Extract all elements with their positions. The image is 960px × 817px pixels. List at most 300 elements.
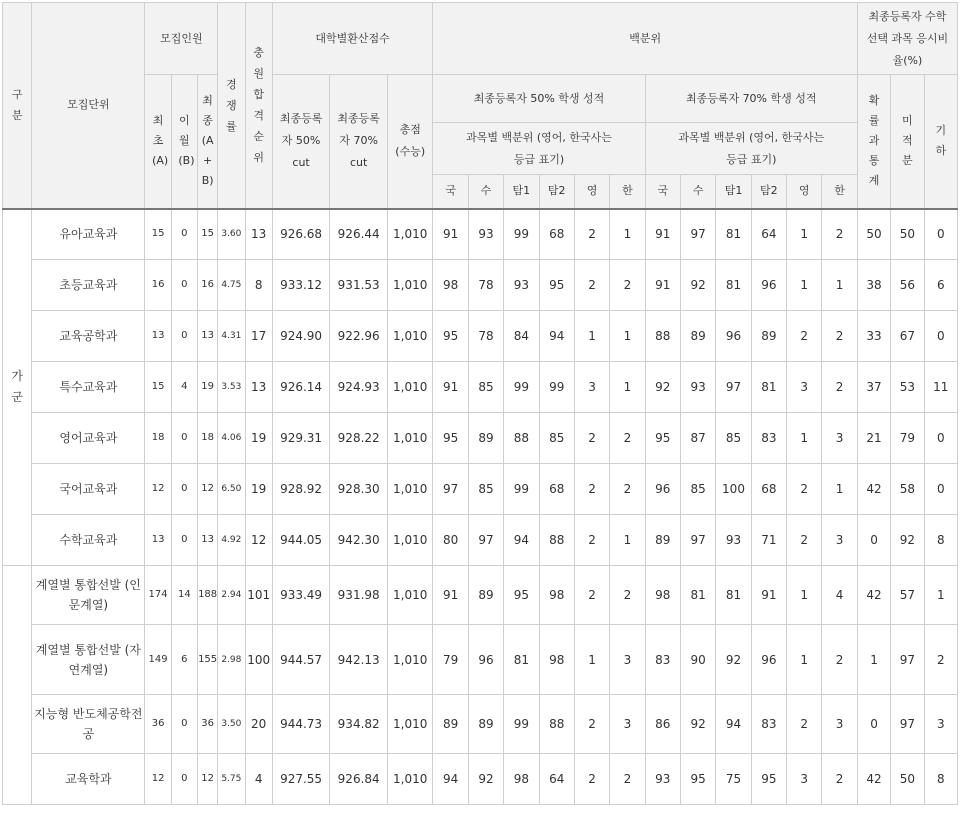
quota-initial: 36 (145, 695, 171, 754)
table-row (3, 464, 958, 515)
math-probability-ratio: 21 (857, 413, 890, 464)
p70-inquiry2: 71 (751, 515, 786, 566)
total-score: 1,010 (387, 209, 432, 260)
p50-history: 1 (610, 209, 645, 260)
p50-history: 1 (610, 311, 645, 362)
math-probability-ratio: 37 (857, 362, 890, 413)
p70-history: 2 (822, 209, 857, 260)
p70-english: 1 (787, 625, 822, 695)
math-probability-ratio: 38 (857, 260, 890, 311)
total-score: 1,010 (387, 260, 432, 311)
p50-inquiry2: 88 (539, 515, 574, 566)
p50-history: 1 (610, 362, 645, 413)
header-p50-subject-note: 과목별 백분위 (영어, 한국사는 등급 표기) (433, 123, 645, 175)
p50-english: 2 (574, 695, 609, 754)
header-math-calculus: 미적분 (891, 75, 924, 209)
p50-inquiry1: 99 (504, 209, 539, 260)
p70-korean: 92 (645, 362, 680, 413)
p50-english: 2 (574, 566, 609, 625)
p70-english: 3 (787, 362, 822, 413)
cut70-score: 926.84 (330, 754, 388, 805)
p70-math: 97 (680, 515, 715, 566)
quota-initial: 12 (145, 464, 171, 515)
total-score: 1,010 (387, 362, 432, 413)
quota-carryover: 0 (171, 311, 197, 362)
header-math-probability: 확률과통계 (857, 75, 890, 209)
total-score: 1,010 (387, 566, 432, 625)
competition-rate: 5.75 (218, 754, 245, 805)
p50-inquiry2: 98 (539, 625, 574, 695)
p50-inquiry1: 94 (504, 515, 539, 566)
p50-inquiry2: 88 (539, 695, 574, 754)
math-geometry-ratio: 11 (924, 362, 957, 413)
p50-english: 2 (574, 209, 609, 260)
math-calculus-ratio: 56 (891, 260, 924, 311)
math-geometry-ratio: 0 (924, 209, 957, 260)
quota-initial: 13 (145, 311, 171, 362)
table-row (3, 311, 958, 362)
p70-history: 2 (822, 625, 857, 695)
p50-inquiry1: 99 (504, 362, 539, 413)
cut70-score: 928.30 (330, 464, 388, 515)
p70-korean: 91 (645, 260, 680, 311)
p70-history: 1 (822, 464, 857, 515)
p50-english: 1 (574, 625, 609, 695)
math-geometry-ratio: 8 (924, 515, 957, 566)
p70-inquiry1: 93 (716, 515, 751, 566)
quota-final: 15 (198, 209, 218, 260)
cut70-score: 942.30 (330, 515, 388, 566)
header-unit: 모집단위 (32, 3, 145, 209)
quota-final: 188 (198, 566, 218, 625)
cut50-score: 924.90 (272, 311, 330, 362)
p50-korean: 91 (433, 566, 468, 625)
p70-inquiry1: 97 (716, 362, 751, 413)
math-geometry-ratio: 8 (924, 754, 957, 805)
quota-carryover: 0 (171, 695, 197, 754)
header-quota-initial: 최초(A) (145, 75, 171, 209)
p50-inquiry2: 95 (539, 260, 574, 311)
quota-final: 13 (198, 515, 218, 566)
p70-inquiry2: 91 (751, 566, 786, 625)
quota-final: 18 (198, 413, 218, 464)
header-cut50: 최종등록자 50% cut (272, 75, 330, 209)
math-calculus-ratio: 79 (891, 413, 924, 464)
unit-name: 초등교육과 (32, 260, 145, 311)
math-calculus-ratio: 50 (891, 754, 924, 805)
competition-rate: 4.06 (218, 413, 245, 464)
table-row (3, 413, 958, 464)
quota-initial: 16 (145, 260, 171, 311)
unit-name: 계열별 통합선발 (자연계열) (32, 625, 145, 695)
p70-history: 3 (822, 515, 857, 566)
p70-inquiry2: 96 (751, 625, 786, 695)
p70-english: 2 (787, 464, 822, 515)
total-score: 1,010 (387, 515, 432, 566)
extra-rank: 13 (245, 362, 272, 413)
p50-history: 2 (610, 464, 645, 515)
p70-inquiry2: 64 (751, 209, 786, 260)
unit-name: 교육공학과 (32, 311, 145, 362)
p70-inquiry2: 83 (751, 413, 786, 464)
p70-math: 85 (680, 464, 715, 515)
p50-korean: 79 (433, 625, 468, 695)
header-p50-title: 최종등록자 50% 학생 성적 (433, 75, 645, 123)
total-score: 1,010 (387, 311, 432, 362)
extra-rank: 8 (245, 260, 272, 311)
cut70-score: 934.82 (330, 695, 388, 754)
p50-math: 92 (468, 754, 503, 805)
total-score: 1,010 (387, 625, 432, 695)
math-geometry-ratio: 2 (924, 625, 957, 695)
math-geometry-ratio: 0 (924, 413, 957, 464)
math-calculus-ratio: 53 (891, 362, 924, 413)
p70-inquiry2: 95 (751, 754, 786, 805)
cut70-score: 942.13 (330, 625, 388, 695)
p70-math: 87 (680, 413, 715, 464)
p50-english: 2 (574, 260, 609, 311)
p70-history: 3 (822, 413, 857, 464)
p50-history: 2 (610, 260, 645, 311)
p50-math: 78 (468, 311, 503, 362)
cut50-score: 933.49 (272, 566, 330, 625)
header-p70-inquiry1: 탐1 (716, 175, 751, 209)
p70-english: 3 (787, 754, 822, 805)
cut70-score: 922.96 (330, 311, 388, 362)
p50-math: 96 (468, 625, 503, 695)
extra-rank: 17 (245, 311, 272, 362)
header-p70-subject-note: 과목별 백분위 (영어, 한국사는 등급 표기) (645, 123, 857, 175)
header-p70-math: 수 (680, 175, 715, 209)
header-p50-history: 한 (610, 175, 645, 209)
header-p50-inquiry2: 탐2 (539, 175, 574, 209)
competition-rate: 2.98 (218, 625, 245, 695)
table-row (3, 566, 958, 625)
quota-final: 13 (198, 311, 218, 362)
p50-inquiry2: 99 (539, 362, 574, 413)
header-competition: 경쟁률 (218, 3, 245, 209)
header-p50-math: 수 (468, 175, 503, 209)
total-score: 1,010 (387, 464, 432, 515)
p70-math: 92 (680, 695, 715, 754)
table-row (3, 754, 958, 805)
unit-name: 유아교육과 (32, 209, 145, 260)
quota-carryover: 0 (171, 260, 197, 311)
p50-history: 2 (610, 566, 645, 625)
unit-name: 수학교육과 (32, 515, 145, 566)
math-probability-ratio: 1 (857, 625, 890, 695)
p70-korean: 95 (645, 413, 680, 464)
total-score: 1,010 (387, 413, 432, 464)
p50-korean: 91 (433, 209, 468, 260)
header-quota-carryover: 이월(B) (171, 75, 197, 209)
cut70-score: 926.44 (330, 209, 388, 260)
p50-korean: 95 (433, 311, 468, 362)
cut50-score: 944.57 (272, 625, 330, 695)
quota-initial: 15 (145, 362, 171, 413)
table-body (3, 209, 958, 805)
header-p70-english: 영 (787, 175, 822, 209)
quota-initial: 15 (145, 209, 171, 260)
p70-math: 97 (680, 209, 715, 260)
p50-korean: 97 (433, 464, 468, 515)
extra-rank: 13 (245, 209, 272, 260)
header-quota: 모집인원 (145, 3, 218, 75)
total-score: 1,010 (387, 695, 432, 754)
p50-inquiry1: 95 (504, 566, 539, 625)
math-probability-ratio: 42 (857, 754, 890, 805)
math-geometry-ratio: 0 (924, 464, 957, 515)
competition-rate: 4.75 (218, 260, 245, 311)
math-calculus-ratio: 67 (891, 311, 924, 362)
cut50-score: 929.31 (272, 413, 330, 464)
group-label (3, 566, 32, 805)
p50-inquiry1: 81 (504, 625, 539, 695)
p70-history: 2 (822, 754, 857, 805)
p50-history: 2 (610, 413, 645, 464)
cut70-score: 928.22 (330, 413, 388, 464)
cut50-score: 928.92 (272, 464, 330, 515)
p50-math: 89 (468, 566, 503, 625)
cut50-score: 926.14 (272, 362, 330, 413)
math-geometry-ratio: 3 (924, 695, 957, 754)
unit-name: 영어교육과 (32, 413, 145, 464)
quota-final: 19 (198, 362, 218, 413)
competition-rate: 2.94 (218, 566, 245, 625)
header-gubun: 구분 (3, 3, 32, 209)
math-probability-ratio: 33 (857, 311, 890, 362)
p50-history: 3 (610, 695, 645, 754)
quota-final: 36 (198, 695, 218, 754)
p50-english: 2 (574, 515, 609, 566)
p70-korean: 93 (645, 754, 680, 805)
table-row (3, 515, 958, 566)
p50-math: 78 (468, 260, 503, 311)
p50-inquiry1: 99 (504, 464, 539, 515)
unit-name: 지능형 반도체공학전공 (32, 695, 145, 754)
p50-math: 85 (468, 362, 503, 413)
header-p70-title: 최종등록자 70% 학생 성적 (645, 75, 857, 123)
header-total: 총점(수능) (387, 75, 432, 209)
total-score: 1,010 (387, 754, 432, 805)
p50-korean: 91 (433, 362, 468, 413)
p50-korean: 80 (433, 515, 468, 566)
header-cut70: 최종등록자 70% cut (330, 75, 388, 209)
p70-history: 3 (822, 695, 857, 754)
p70-english: 2 (787, 515, 822, 566)
p50-inquiry2: 98 (539, 566, 574, 625)
header-p50-english: 영 (574, 175, 609, 209)
quota-initial: 18 (145, 413, 171, 464)
p70-english: 2 (787, 311, 822, 362)
quota-final: 12 (198, 464, 218, 515)
extra-rank: 101 (245, 566, 272, 625)
quota-initial: 174 (145, 566, 171, 625)
p50-math: 85 (468, 464, 503, 515)
p70-korean: 88 (645, 311, 680, 362)
p70-inquiry1: 94 (716, 695, 751, 754)
cut70-score: 931.53 (330, 260, 388, 311)
p70-math: 89 (680, 311, 715, 362)
header-math-ratio: 최종등록자 수학 선택 과목 응시비율(%) (857, 3, 957, 75)
quota-carryover: 0 (171, 413, 197, 464)
p50-korean: 94 (433, 754, 468, 805)
p50-inquiry1: 98 (504, 754, 539, 805)
header-converted-score: 대학별환산점수 (272, 3, 433, 75)
p70-inquiry2: 81 (751, 362, 786, 413)
p50-korean: 98 (433, 260, 468, 311)
p70-math: 81 (680, 566, 715, 625)
p50-math: 93 (468, 209, 503, 260)
p50-inquiry2: 64 (539, 754, 574, 805)
p50-inquiry1: 99 (504, 695, 539, 754)
extra-rank: 4 (245, 754, 272, 805)
competition-rate: 3.60 (218, 209, 245, 260)
quota-initial: 12 (145, 754, 171, 805)
math-calculus-ratio: 57 (891, 566, 924, 625)
p50-inquiry2: 68 (539, 464, 574, 515)
competition-rate: 3.50 (218, 695, 245, 754)
math-calculus-ratio: 50 (891, 209, 924, 260)
table-row (3, 209, 958, 260)
cut50-score: 926.68 (272, 209, 330, 260)
p70-inquiry1: 85 (716, 413, 751, 464)
header-p50-inquiry1: 탐1 (504, 175, 539, 209)
extra-rank: 19 (245, 413, 272, 464)
cut70-score: 931.98 (330, 566, 388, 625)
p70-korean: 83 (645, 625, 680, 695)
competition-rate: 3.53 (218, 362, 245, 413)
p50-inquiry2: 85 (539, 413, 574, 464)
p70-history: 4 (822, 566, 857, 625)
p50-english: 3 (574, 362, 609, 413)
quota-carryover: 0 (171, 209, 197, 260)
header-p50-korean: 국 (433, 175, 468, 209)
cut50-score: 944.73 (272, 695, 330, 754)
math-calculus-ratio: 97 (891, 695, 924, 754)
header-extra-rank: 충원합격순위 (245, 3, 272, 209)
p70-english: 1 (787, 209, 822, 260)
p70-inquiry1: 75 (716, 754, 751, 805)
p70-history: 1 (822, 260, 857, 311)
competition-rate: 4.31 (218, 311, 245, 362)
p70-math: 90 (680, 625, 715, 695)
math-calculus-ratio: 97 (891, 625, 924, 695)
p70-english: 1 (787, 260, 822, 311)
p70-english: 2 (787, 695, 822, 754)
p70-english: 1 (787, 413, 822, 464)
quota-final: 16 (198, 260, 218, 311)
math-probability-ratio: 0 (857, 695, 890, 754)
p50-english: 2 (574, 413, 609, 464)
math-probability-ratio: 0 (857, 515, 890, 566)
p70-inquiry1: 96 (716, 311, 751, 362)
quota-carryover: 0 (171, 515, 197, 566)
header-quota-final: 최종(A+B) (198, 75, 218, 209)
quota-initial: 149 (145, 625, 171, 695)
p70-english: 1 (787, 566, 822, 625)
p50-inquiry2: 94 (539, 311, 574, 362)
p50-inquiry1: 93 (504, 260, 539, 311)
extra-rank: 12 (245, 515, 272, 566)
cut50-score: 927.55 (272, 754, 330, 805)
quota-carryover: 14 (171, 566, 197, 625)
p70-korean: 98 (645, 566, 680, 625)
cut50-score: 933.12 (272, 260, 330, 311)
cut50-score: 944.05 (272, 515, 330, 566)
table-row (3, 695, 958, 754)
p50-inquiry1: 88 (504, 413, 539, 464)
p70-history: 2 (822, 311, 857, 362)
math-geometry-ratio: 6 (924, 260, 957, 311)
p50-korean: 89 (433, 695, 468, 754)
unit-name: 교육학과 (32, 754, 145, 805)
unit-name: 특수교육과 (32, 362, 145, 413)
p50-math: 97 (468, 515, 503, 566)
header-percentile: 백분위 (433, 3, 857, 75)
quota-carryover: 0 (171, 754, 197, 805)
header-p70-history: 한 (822, 175, 857, 209)
admissions-results-table (2, 2, 958, 805)
p50-inquiry1: 84 (504, 311, 539, 362)
unit-name: 국어교육과 (32, 464, 145, 515)
math-probability-ratio: 42 (857, 566, 890, 625)
quota-carryover: 4 (171, 362, 197, 413)
p70-inquiry1: 92 (716, 625, 751, 695)
unit-name: 계열별 통합선발 (인문계열) (32, 566, 145, 625)
header-p70-korean: 국 (645, 175, 680, 209)
p70-inquiry1: 81 (716, 209, 751, 260)
p70-inquiry2: 68 (751, 464, 786, 515)
quota-final: 12 (198, 754, 218, 805)
quota-initial: 13 (145, 515, 171, 566)
table-header (3, 3, 958, 209)
extra-rank: 20 (245, 695, 272, 754)
p70-math: 92 (680, 260, 715, 311)
math-probability-ratio: 50 (857, 209, 890, 260)
header-p70-inquiry2: 탐2 (751, 175, 786, 209)
quota-carryover: 6 (171, 625, 197, 695)
table-row (3, 625, 958, 695)
p70-inquiry1: 81 (716, 566, 751, 625)
cut70-score: 924.93 (330, 362, 388, 413)
math-calculus-ratio: 92 (891, 515, 924, 566)
math-probability-ratio: 42 (857, 464, 890, 515)
quota-final: 155 (198, 625, 218, 695)
p70-inquiry2: 96 (751, 260, 786, 311)
p70-inquiry2: 83 (751, 695, 786, 754)
extra-rank: 19 (245, 464, 272, 515)
p70-math: 95 (680, 754, 715, 805)
p50-english: 1 (574, 311, 609, 362)
competition-rate: 4.92 (218, 515, 245, 566)
p50-history: 3 (610, 625, 645, 695)
table-row (3, 362, 958, 413)
p50-inquiry2: 68 (539, 209, 574, 260)
p70-math: 93 (680, 362, 715, 413)
math-geometry-ratio: 0 (924, 311, 957, 362)
p70-inquiry1: 100 (716, 464, 751, 515)
p70-korean: 89 (645, 515, 680, 566)
p70-inquiry1: 81 (716, 260, 751, 311)
p50-english: 2 (574, 754, 609, 805)
table-row (3, 260, 958, 311)
p70-korean: 91 (645, 209, 680, 260)
p70-inquiry2: 89 (751, 311, 786, 362)
competition-rate: 6.50 (218, 464, 245, 515)
p50-math: 89 (468, 695, 503, 754)
p50-history: 2 (610, 754, 645, 805)
